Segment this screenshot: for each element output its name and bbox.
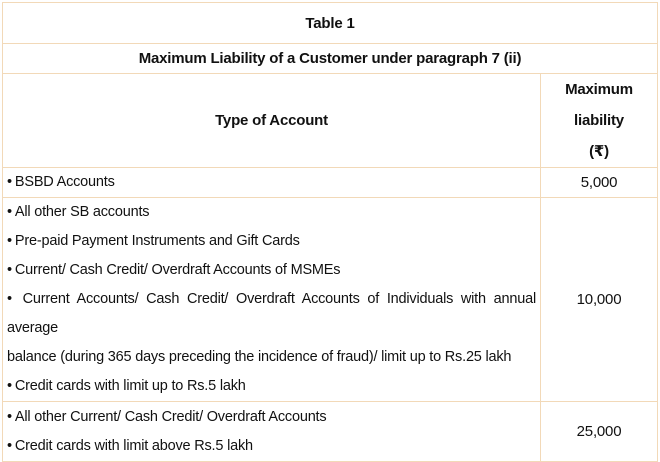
- list-item: [7, 256, 536, 285]
- table-row: [3, 198, 658, 402]
- list-item: [7, 227, 536, 256]
- bullet-icon: •: [7, 291, 12, 307]
- liability-value: 5,000: [541, 168, 658, 198]
- bullet-icon: •: [7, 437, 12, 454]
- table-caption: Table 1: [3, 3, 658, 44]
- list-item: [7, 432, 536, 461]
- list-item-text: Current/ Cash Credit/ Overdraft Accounts of MSMEs: [14, 262, 341, 278]
- list-item: [7, 168, 536, 197]
- list-item: [7, 198, 536, 227]
- header-row: [3, 74, 658, 168]
- header-liability-line: liability: [574, 112, 624, 129]
- account-types-cell: [3, 168, 541, 198]
- bullet-icon: •: [7, 174, 12, 190]
- bullet-icon: •: [7, 233, 12, 249]
- list-item-text: All other Current/ Cash Credit/ Overdraft Accounts: [14, 408, 327, 425]
- bullet-icon: •: [7, 408, 12, 425]
- list-item-text: Current Accounts/ Cash Credit/ Overdraft Accounts of Individuals with annual average: [7, 291, 536, 336]
- list-item-text: Credit cards with limit up to Rs.5 lakh: [14, 378, 246, 394]
- list-item-text: Pre-paid Payment Instruments and Gift Cards: [14, 233, 300, 249]
- table-row: [3, 402, 658, 462]
- table-title: Maximum Liability of a Customer under paragraph 7 (ii): [3, 44, 658, 74]
- header-liability-line: (₹): [589, 143, 609, 160]
- list-item-continuation: balance (during 365 days preceding the incidence of fraud)/ limit up to Rs.25 lakh: [7, 349, 512, 365]
- list-item: [7, 285, 536, 343]
- liability-table: [2, 2, 658, 462]
- table-title-row: [3, 44, 658, 74]
- list-item-text: Credit cards with limit above Rs.5 lakh: [14, 437, 253, 454]
- bullet-icon: •: [7, 204, 12, 220]
- bullet-icon: •: [7, 262, 12, 278]
- list-item-text: BSBD Accounts: [14, 174, 115, 190]
- liability-value: 25,000: [541, 402, 658, 462]
- liability-value: 10,000: [541, 198, 658, 402]
- list-item: [7, 372, 536, 401]
- header-type-of-account: Type of Account: [3, 74, 541, 168]
- account-types-cell: [3, 402, 541, 462]
- list-item: [7, 403, 536, 432]
- header-liability-line: Maximum: [565, 81, 633, 98]
- table-row: [3, 168, 658, 198]
- header-maximum-liability: [541, 74, 658, 168]
- list-item-text: All other SB accounts: [14, 204, 150, 220]
- account-types-cell: [3, 198, 541, 402]
- table-caption-row: [3, 3, 658, 44]
- bullet-icon: •: [7, 378, 12, 394]
